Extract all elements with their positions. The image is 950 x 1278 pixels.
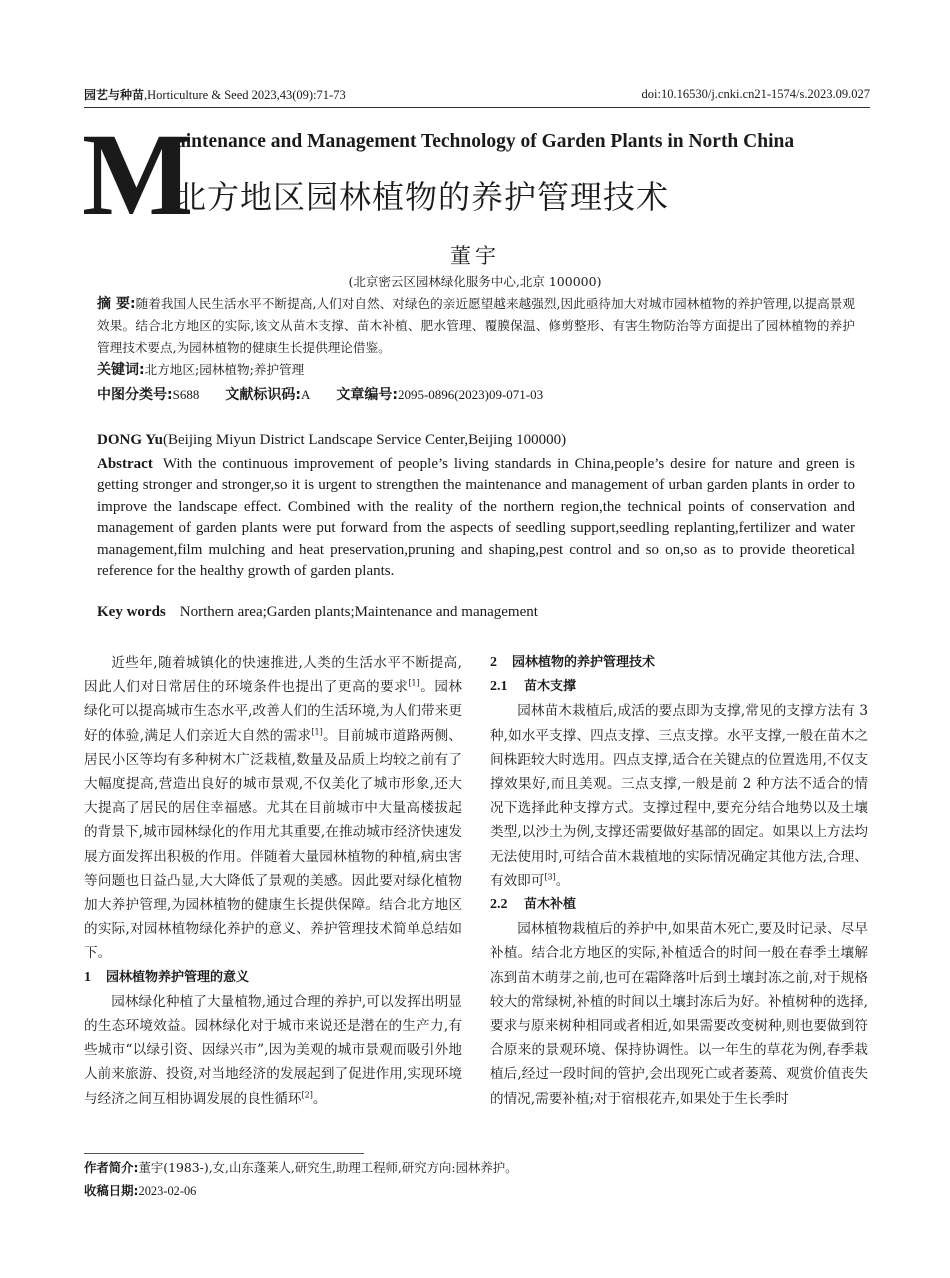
subsection-2-2-text: 园林植物栽植后的养护中,如果苗木死亡,要及时记录、尽早补植。结合北方地区的实际,补植适合的时间一般在春季土壤解冻到苗木萌芽之前,也可在霜降落叶后到土壤封冻之前,对于规格较大的常绿树,补植的时间以土壤封冻后为好。补植树种的选择,要求与原来树种相同或者相近,如果需要改变树种,则也要做到符合原来的景观环境、保持协调性。以一年生的草花为例,春季栽植后,经过一段时间的管护,会出现死亡或者萎蔫、观赏价值丧失的情况,需要补植;对于宿根花卉,如果处于生长季时: [490, 921, 868, 1107]
body-column-right: [490, 651, 868, 1111]
abstract-chinese: [97, 293, 855, 359]
english-keywords-label: Key words: [97, 604, 166, 620]
subsection-title: 苗木支撑: [524, 679, 577, 695]
abstract-text: 随着我国人民生活水平不断提高,人们对自然、对绿色的亲近愿望越来越强烈,因此亟待加大对城市园林植物的养护管理,以提高景观效果。结合北方地区的实际,该文从苗木支撑、苗木补植、肥水管理、覆膜保温、修剪整形、有害生物防治等方面提出了园林植物的养护管理技术要点,为园林植物的健康生长提供理论借鉴。: [97, 296, 855, 355]
subsection-2-2-paragraph: [490, 917, 868, 1111]
intro-paragraph: [84, 651, 462, 966]
author-name: 董宇: [450, 244, 500, 268]
journal-name: 园艺与种苗: [84, 87, 145, 102]
citation: [1]: [311, 727, 323, 737]
section-title: 园林植物养护管理的意义: [106, 969, 250, 985]
section-heading-2: [490, 651, 868, 675]
clc-value: S688: [172, 387, 200, 402]
subsection-2-1-paragraph: [490, 699, 868, 893]
subsection-2-1-end: 。: [555, 872, 570, 889]
author-bio-label: 作者简介:: [84, 1160, 139, 1175]
english-abstract-text: With the continuous improvement of people’s living standards in China,people’s desire for nature and green is getting stronger and stronger,so it is urgent to strengthen the maintenance and management of urban garden plants in order to improve the landscape effect. Combined with the reality of the northern region,the technical points of conservation and management of garden plants were put forward from the aspects of seedling support,seedling replanting,fertilizer and water management,film mulching and heat preservation,pruning and shaping,pest control and so on,so as to provide theoretical reference for the healthy growth of garden plants.: [97, 456, 855, 580]
title-drop-cap: M: [82, 109, 192, 240]
subsection-heading-2-2: [490, 893, 868, 917]
intro-text-3: 。目前城市道路两侧、居民小区等均有多种树木广泛栽植,数量及品质上均较之前有了大幅度提高,营造出良好的城市景观,不仅美化了城市形象,还大大提高了居民的居住幸福感。尤其在目前城市中大量高楼拔起的背景下,城市园林绿化的作用尤其重要,在推动城市经济快速发展方面发挥出积极的作用。伴随着大量园林植物的种植,病虫害等问题也日益凸显,大大降低了景观的美感。因此要对绿化植物加大养护管理,为园林植物的健康生长提供保障。结合北方地区的实际,对园林植物绿化养护的意义、养护管理技术简单总结如下。: [84, 727, 462, 962]
keywords-chinese: [97, 360, 304, 380]
clc-label: 中图分类号:: [97, 387, 173, 403]
article-number-label: 文章编号:: [336, 387, 398, 403]
abstract-label: 摘 要:: [97, 296, 136, 312]
keywords-text: 北方地区;园林植物;养护管理: [144, 362, 305, 377]
subsection-number: 2.1: [490, 679, 508, 695]
english-abstract-label: Abstract: [97, 456, 153, 472]
section-number: 2: [490, 655, 497, 670]
running-header: [84, 84, 870, 104]
keywords-english: [97, 604, 538, 621]
section-1-end: 。: [312, 1090, 327, 1107]
footnote-author-bio: [84, 1158, 518, 1178]
footnote-received-date: [84, 1181, 196, 1201]
citation: [3]: [544, 872, 556, 882]
subsection-title: 苗木补植: [524, 897, 577, 913]
subsection-2-1-text: 园林苗木栽植后,成活的要点即为支撑,常见的支撑方法有 3 种,如水平支撑、四点支撑、三点支撑。水平支撑,一般在苗木之间株距较大时选用。四点支撑,适合在关键点的位置选用,不仅支撑效果好,而且美观。三点支撑,一般是前 2 种方法不适合的情况下选择此种支撑方式。支撑过程中,要充分结合地势以及土壤类型,以沙土为例,支撑还需要做好基部的固定。如果以上方法均无法使用时,可结合苗木栽植地的实际情况确定其他方法,合理、有效即可: [490, 703, 868, 889]
section-1-text: 园林绿化种植了大量植物,通过合理的养护,可以发挥出明显的生态环境效益。园林绿化对于城市来说还是潜在的生产力,有些城市“以绿引资、因绿兴市”,因为美观的城市景观而吸引外地人前来旅游、投资,对当地经济的发展起到了促进作用,实现环境与经济之间互相协调发展的良性循环: [84, 993, 462, 1107]
section-1-paragraph: [84, 990, 462, 1111]
received-date: 2023-02-06: [138, 1184, 197, 1198]
author-bio-text: 董宇(1983-),女,山东蓬莱人,研究生,助理工程师,研究方向:园林养护。: [138, 1160, 518, 1175]
footnote-rule: [84, 1153, 364, 1154]
received-label: 收稿日期:: [84, 1183, 139, 1198]
english-author-line: [97, 432, 566, 449]
english-author-name: DONG Yu: [97, 432, 163, 448]
title-english: aintenance and Management Technology of Garden Plants in North China: [176, 131, 795, 152]
classification-line: [97, 385, 543, 405]
intro-text-2: 。园林绿化可以提高城市生态水平,改善人们的生活环境,为人们带来更好的体验,满足人们亲近大自然的需求: [84, 679, 463, 744]
journal-volume-info: ,Horticulture & Seed 2023,43(09):71-73: [144, 87, 346, 102]
english-keywords-text: Northern area;Garden plants;Maintenance and management: [179, 604, 538, 620]
citation: [1]: [408, 678, 420, 688]
section-heading-1: [84, 966, 462, 990]
citation: [2]: [301, 1090, 313, 1100]
article-number-value: 2095-0896(2023)09-071-03: [397, 387, 544, 402]
header-rule: [84, 107, 870, 108]
subsection-number: 2.2: [490, 897, 508, 913]
intro-text-1: 近些年,随着城镇化的快速推进,人类的生活水平不断提高,因此人们对日常居住的环境条件也提出了更高的要求: [84, 655, 462, 696]
body-column-left: [84, 651, 462, 1111]
english-affiliation: (Beijing Miyun District Landscape Service Center,Beijing 100000): [163, 432, 567, 448]
author-affiliation: (北京密云区园林绿化服务中心,北京 100000): [348, 274, 602, 289]
subsection-heading-2-1: [490, 675, 868, 699]
title-chinese: 北方地区园林植物的养护管理技术: [174, 178, 670, 216]
keywords-label: 关键词:: [97, 362, 145, 378]
doc-code-label: 文献标识码:: [225, 387, 301, 403]
section-number: 1: [84, 969, 91, 985]
doi: doi:10.16530/j.cnki.cn21-1574/s.2023.09.027: [641, 86, 870, 101]
journal-citation: [84, 86, 346, 103]
doc-code-value: A: [300, 387, 311, 402]
abstract-english: [97, 454, 855, 582]
section-title: 园林植物的养护管理技术: [512, 655, 656, 670]
